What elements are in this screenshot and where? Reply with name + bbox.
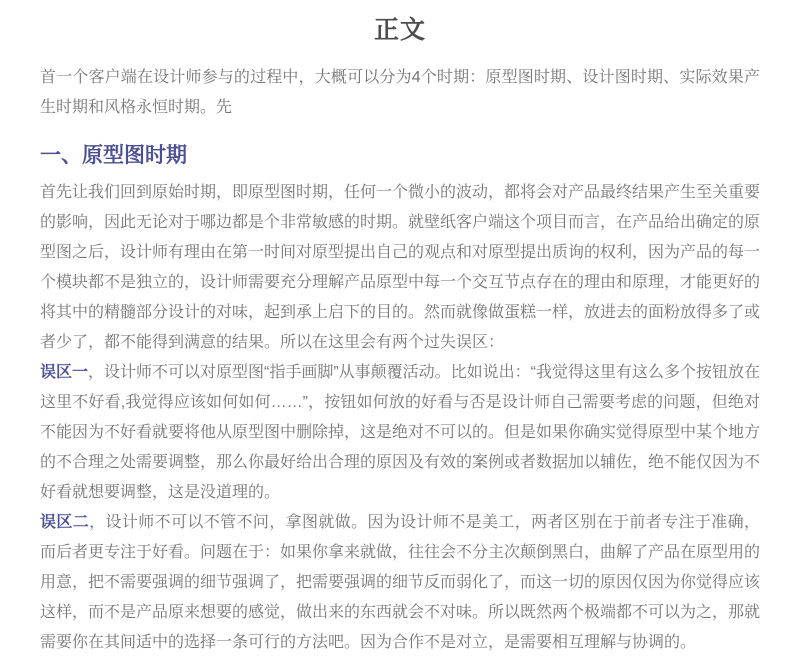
intro-paragraph: 首一个客户端在设计师参与的过程中，大概可以分为4个时期：原型图时期、设计图时期、实际效果产生时期和风格永恒时期。先 <box>40 69 760 116</box>
section-paragraph: 首先让我们回到原始时期，即原型图时期，任何一个微小的波动，都将会对产品最终结果产生至关重要的影响，因此无论对于哪边都是个非常敏感的时期。就壁纸客户端这个项目而言，在产品给出确定的原型图之后，设计师有理由在第一时间对原型提出自己的观点和对原型提出质询的权利，因为产品的每一个模块都不是独立的，设计师需要充分理解产品原型中每一个交互节点存在的理由和原理，才能更好的将其中的精髓部分设计的对味，起到承上启下的目的。然而就像做蛋糕一样，放进去的面粉放得多了或者少了，都不能得到满意的结果。所以在这里会有两个过失误区： <box>40 184 761 351</box>
mistake-one-paragraph <box>40 358 760 508</box>
mistake-one-label: 误区一 <box>40 364 89 381</box>
mistake-two-paragraph <box>40 508 760 658</box>
section-heading-prototype-period: 一、原型图时期 <box>40 144 187 167</box>
mistake-one-text: ，设计师不可以对原型图“指手画脚”从事颠覆活动。比如说出：“我觉得这里有这么多个按钮放在这里不好看,我觉得应该如何如何……”，按钮如何放的好看与否是设计师自己需要考虑的问题，但绝对不能因为不好看就要将他从原型图中删除掉，这是绝对不可以的。但是如果你确实觉得原型中某个地方的不合理之处需要调整，那么你最好给出合理的原因及有效的案例或者数据加以辅佐，绝不能仅因为不好看就想要调整，这是没道理的。 <box>40 364 761 501</box>
page-title: 正文 <box>373 16 426 44</box>
mistake-two-text: ，设计师不可以不管不问，拿图就做。因为设计师不是美工，两者区别在于前者专注于准确，而后者更专注于好看。问题在于：如果你拿来就做，往往会不分主次颠倒黑白，曲解了产品在原型用的用意，把不需要强调的细节强调了，把需要强调的细节反而弱化了，而这一切的原因仅因为你觉得应该这样，而不是产品原来想要的感觉，做出来的东西就会不对味。所以既然两个极端都不可以为之，那就需要你在其间适中的选择一条可行的方法吧。因为合作不是对立，是需要相互理解与协调的。 <box>40 514 761 651</box>
mistake-two-label: 误区二 <box>40 514 90 531</box>
